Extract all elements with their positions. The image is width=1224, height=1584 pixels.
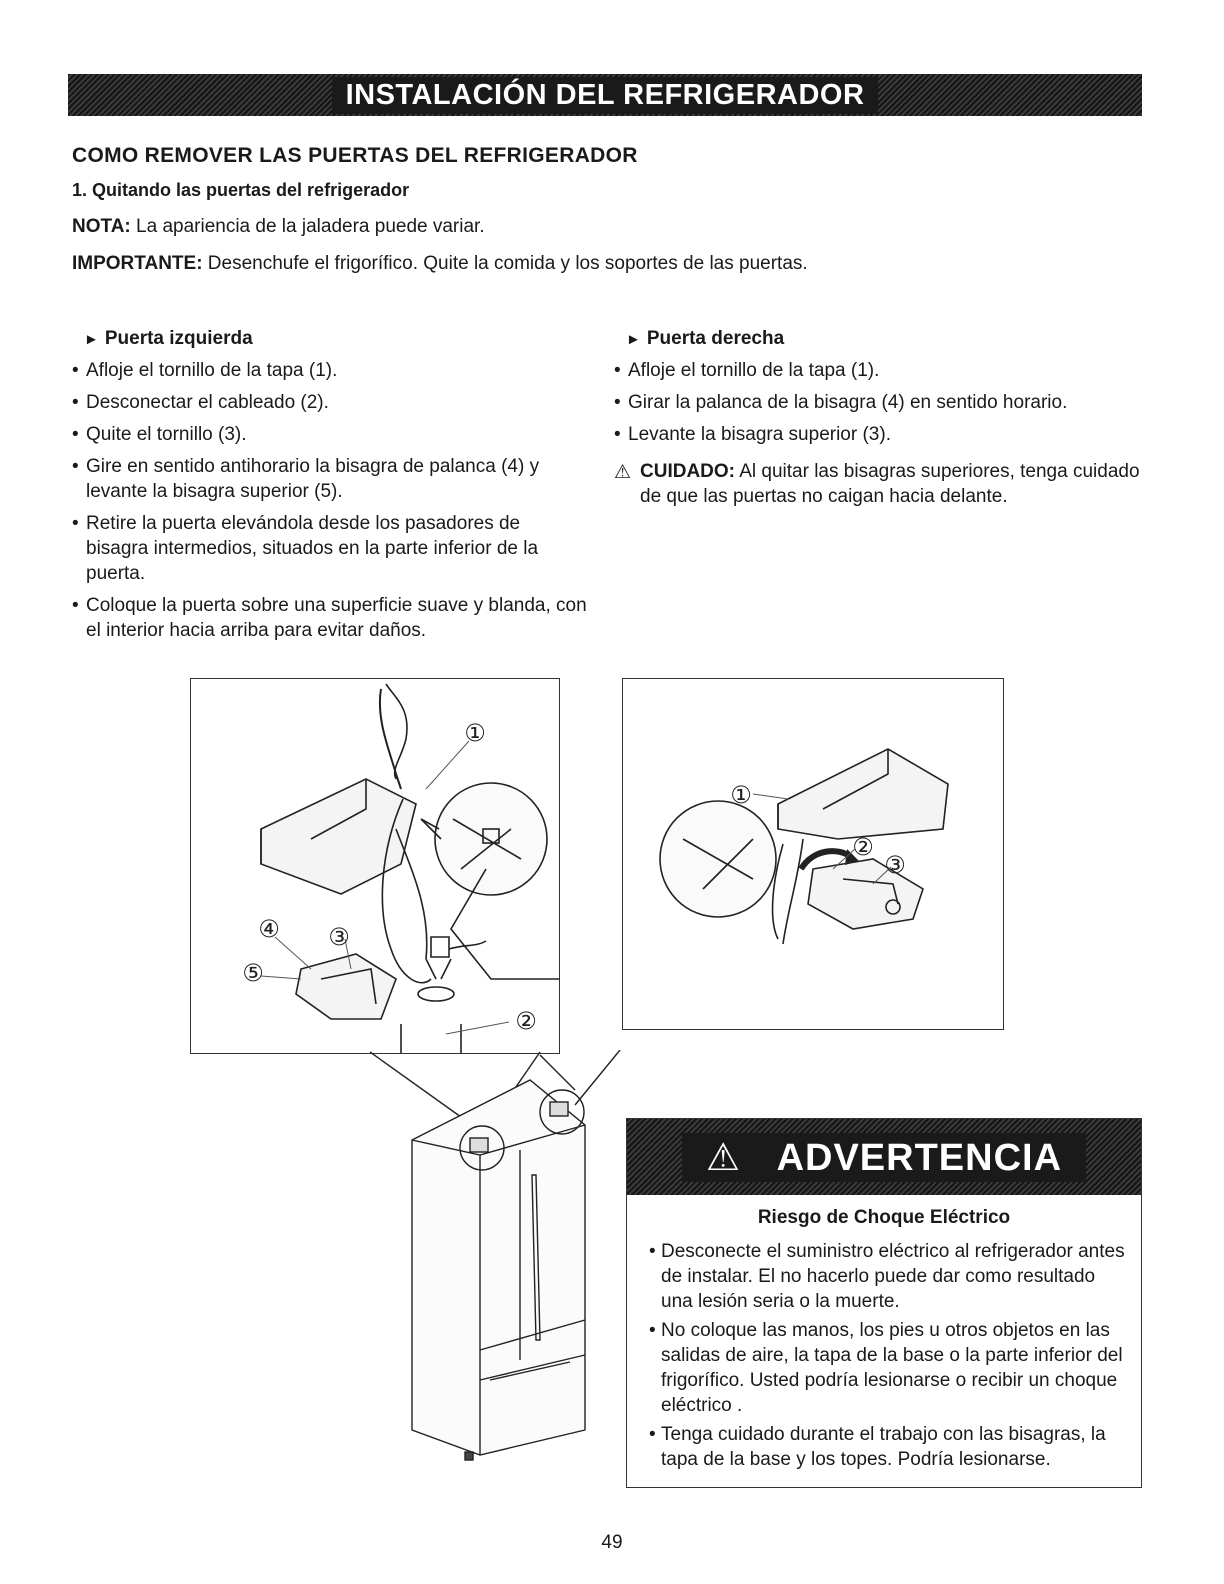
- list-item: • Desconectar el cableado (2).: [72, 390, 587, 415]
- right-door-heading: ► Puerta derecha: [626, 328, 785, 349]
- list-item: • Coloque la puerta sobre una superficie suave y blanda, con el interior hacia arriba para evitar daños.: [72, 593, 587, 643]
- caution-label: CUIDADO:: [640, 461, 735, 482]
- warning-subtitle: Riesgo de Choque Eléctrico: [757, 1207, 1011, 1228]
- refrigerator-illustration: [370, 1050, 630, 1470]
- left-door-column: [72, 326, 587, 650]
- list-item: • Retire la puerta elevándola desde los pasadores de bisagra intermedios, situados en la parte inferior de la puerta.: [72, 511, 587, 586]
- callout-3: ③: [884, 851, 906, 879]
- header-banner: [68, 74, 1142, 116]
- warning-list: [627, 1239, 1141, 1472]
- note-label: NOTA:: [72, 216, 131, 237]
- list-item: • Quite el tornillo (3).: [72, 422, 587, 447]
- right-hinge-figure: [622, 678, 1004, 1030]
- callout-2: ②: [852, 833, 874, 861]
- list-item: • Afloje el tornillo de la tapa (1).: [72, 358, 587, 383]
- important-text: Desenchufe el frigorífico. Quite la comida y los soportes de las puertas.: [202, 253, 808, 274]
- left-hinge-illustration: [191, 679, 559, 1053]
- left-hinge-figure: [190, 678, 560, 1054]
- play-arrow-icon: ►: [84, 331, 99, 348]
- list-item: • No coloque las manos, los pies u otros objetos en las salidas de aire, la tapa de la base o la parte inferior del frigorífico. Usted podría lesionarse o recibir un choque eléctrico .: [649, 1318, 1127, 1418]
- list-item: • Desconecte el suministro eléctrico al refrigerador antes de instalar. El no hacerlo puede dar como resultado una lesión seria o la muerte.: [649, 1239, 1127, 1314]
- section-title: COMO REMOVER LAS PUERTAS DEL REFRIGERADOR: [72, 144, 638, 167]
- caution-note: [614, 459, 1144, 509]
- list-item: • Tenga cuidado durante el trabajo con las bisagras, la tapa de la base y los topes. Podría lesionarse.: [649, 1422, 1127, 1472]
- note-paragraph: [72, 216, 485, 238]
- warning-title: ⚠ ADVERTENCIA: [682, 1133, 1086, 1182]
- list-item: • Afloje el tornillo de la tapa (1).: [614, 358, 1144, 383]
- list-item: • Girar la palanca de la bisagra (4) en sentido horario.: [614, 390, 1144, 415]
- warning-triangle-icon: ⚠: [614, 462, 632, 483]
- left-door-heading: ► Puerta izquierda: [84, 328, 253, 349]
- warning-triangle-icon: ⚠: [694, 1135, 753, 1181]
- right-door-steps: [614, 358, 1144, 447]
- warning-header: [627, 1119, 1141, 1195]
- important-label: IMPORTANTE:: [72, 253, 203, 274]
- caution-text: Al quitar las bisagras superiores, tenga cuidado de que las puertas no caigan hacia delante.: [640, 461, 1140, 507]
- callout-2: ②: [515, 1007, 537, 1035]
- page-number: 49: [601, 1532, 623, 1553]
- warning-box: [626, 1118, 1142, 1488]
- page-title: INSTALACIÓN DEL REFRIGERADOR: [332, 77, 879, 114]
- left-door-steps: [72, 358, 587, 643]
- callout-3: ③: [328, 923, 350, 951]
- list-item: • Gire en sentido antihorario la bisagra de palanca (4) y levante la bisagra superior (5).: [72, 454, 587, 504]
- callout-4: ④: [258, 915, 280, 943]
- right-door-column: [614, 326, 1144, 509]
- right-hinge-illustration: [623, 679, 1003, 1029]
- callout-1: ①: [464, 719, 486, 747]
- play-arrow-icon: ►: [626, 331, 641, 348]
- important-paragraph: [72, 253, 808, 275]
- callout-5: ⑤: [242, 959, 264, 987]
- note-text: La apariencia de la jaladera puede variar.: [130, 216, 485, 237]
- callout-1: ①: [730, 781, 752, 809]
- section-subtitle: 1. Quitando las puertas del refrigerador: [72, 180, 410, 200]
- list-item: • Levante la bisagra superior (3).: [614, 422, 1144, 447]
